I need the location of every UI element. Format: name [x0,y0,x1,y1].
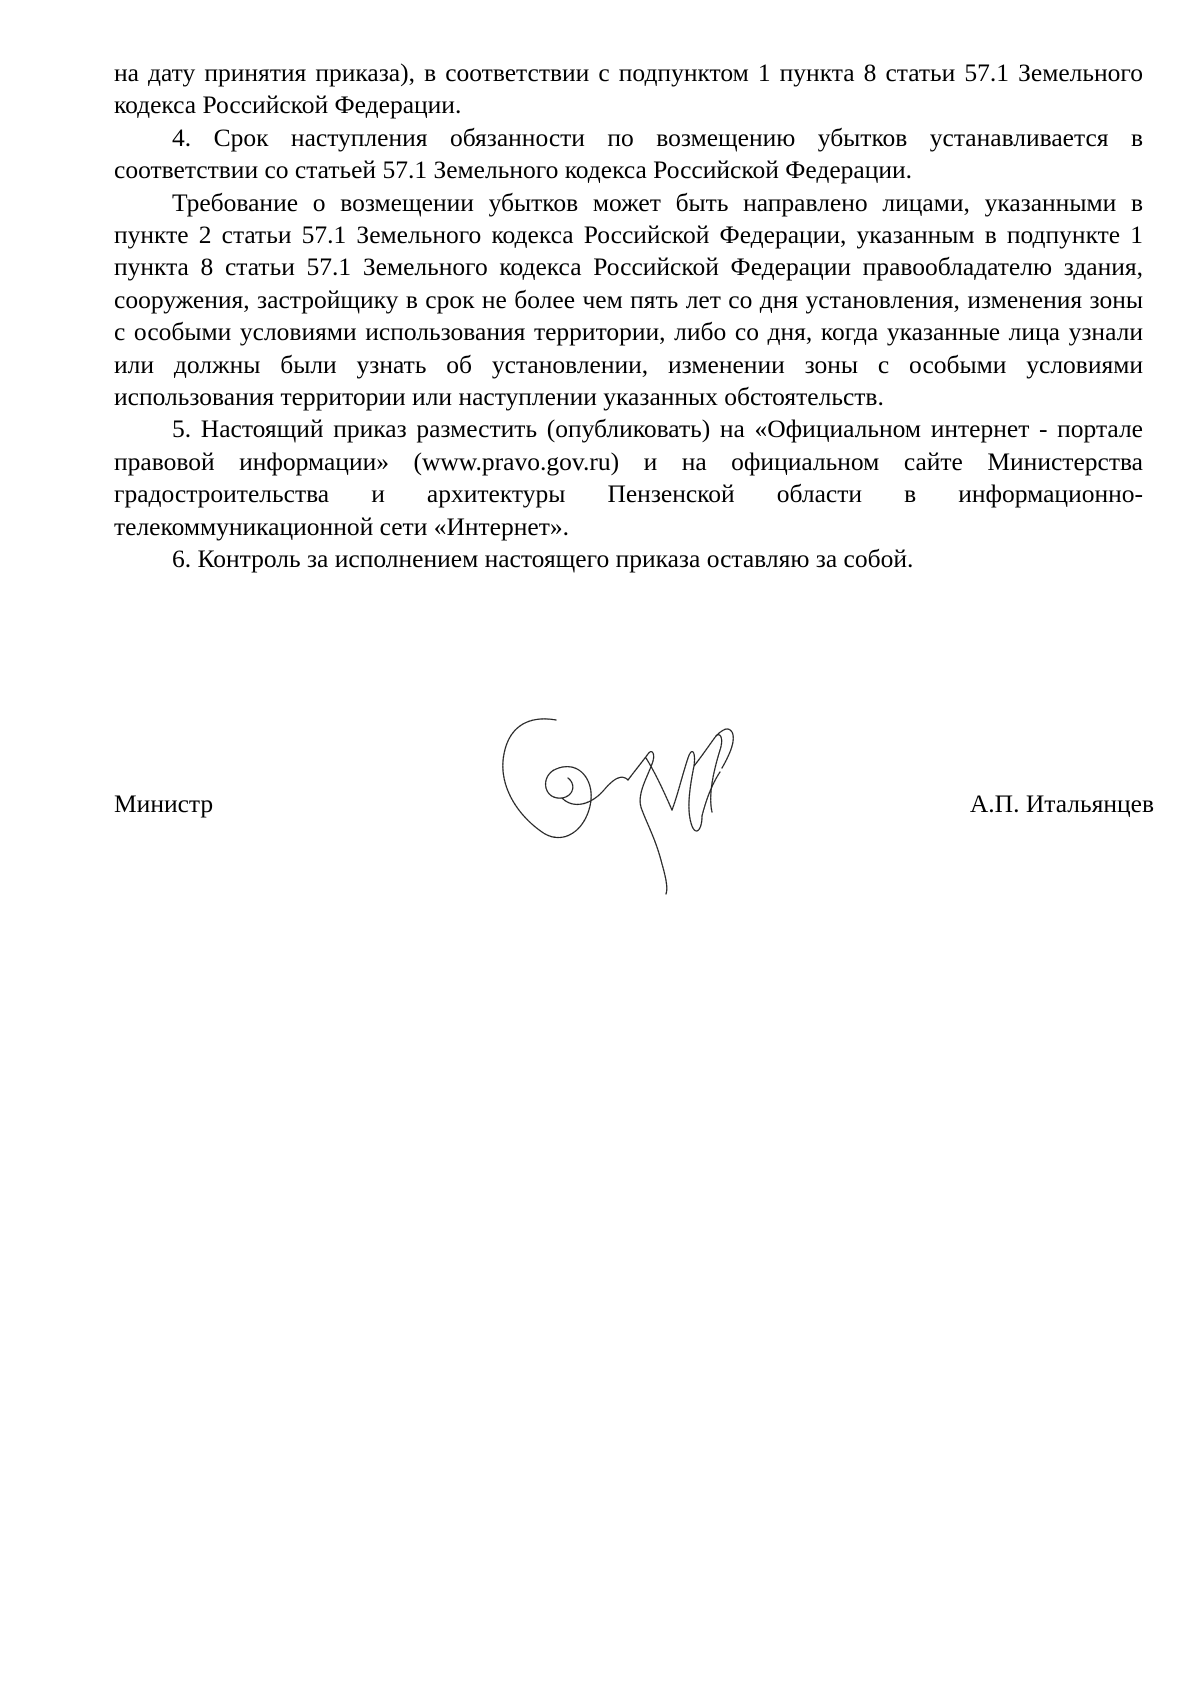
paragraph-item-5: 5. Настоящий приказ разместить (опубликовать) на «Официальном интернет - портале правовой информации» (www.pravo.gov.ru) и на официальном сайте Министерства градостроительства и архитектуры Пензенской области в информационно-телекоммуникационной сети «Интернет». [114,414,1143,541]
paragraph-item-4: 4. Срок наступления обязанности по возмещению убытков устанавливается в соответствии со статьей 57.1 Земельного кодекса Российской Федерации. [114,122,1143,185]
paragraph-damages-claim: Требование о возмещении убытков может быть направлено лицами, указанными в пункте 2 статьи 57.1 Земельного кодекса Российской Федерации, указанным в подпункте 1 пункта 8 статьи 57.1 Земельного кодекса Российской Федерации правообладателю здания, сооружения, застройщику в срок не более чем пять лет со дня установления, изменения зоны с особыми условиями использования территории, либо со дня, когда указанные лица узнали или должны были узнать об установлении, изменении зоны с особыми условиями использования территории или наступлении указанных обстоятельств. [114,187,1143,412]
signatory-title: Министр [114,789,214,818]
handwritten-signature-icon [496,714,766,898]
signatory-name: А.П. Итальянцев [969,789,1154,818]
paragraph-item-6: 6. Контроль за исполнением настоящего приказа оставляю за собой. [172,544,914,574]
paragraph-continuation: на дату принятия приказа), в соответствии с подпунктом 1 пункта 8 статьи 57.1 Земельного кодекса Российской Федерации. [114,58,1143,120]
document-body [114,57,1143,576]
